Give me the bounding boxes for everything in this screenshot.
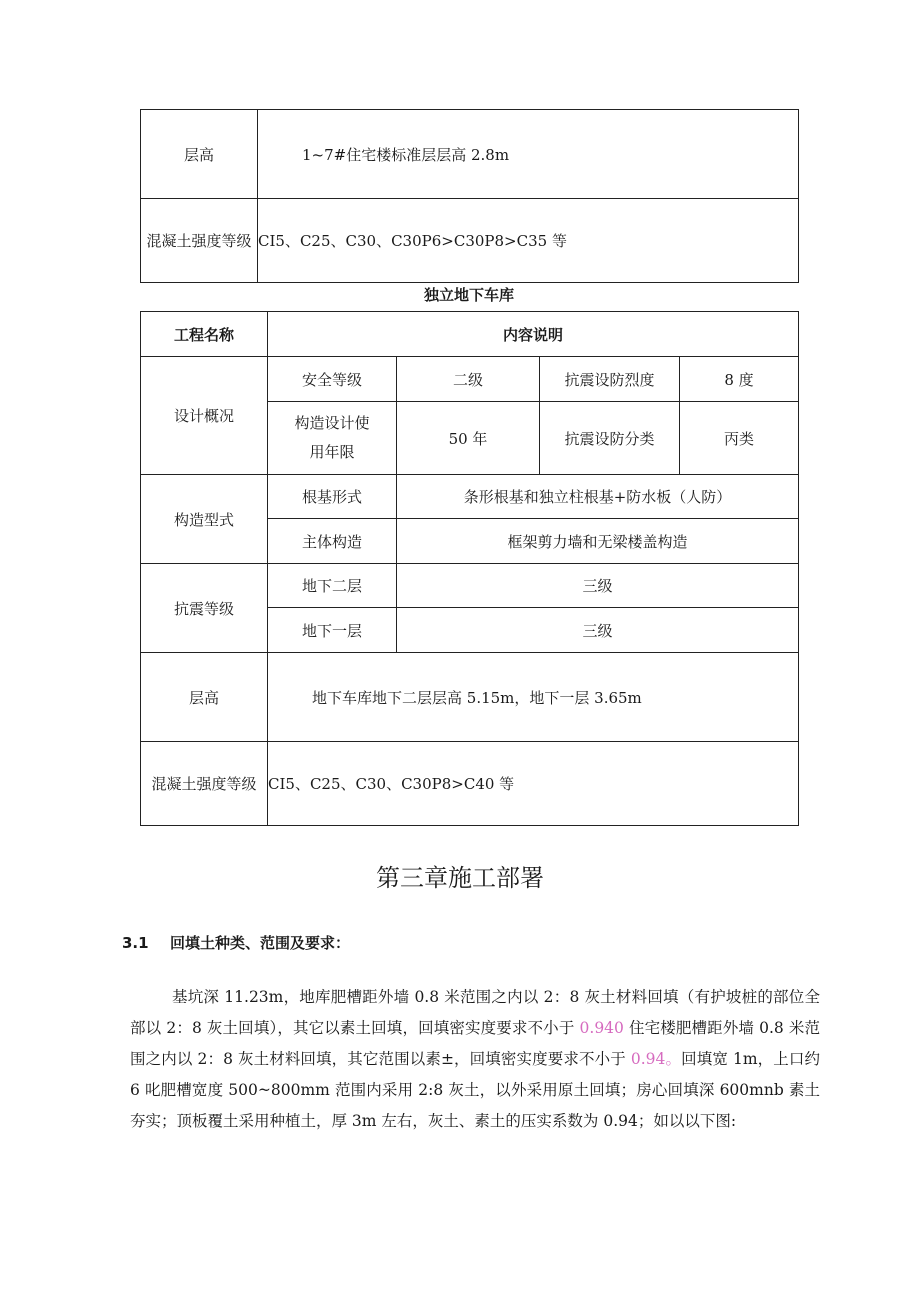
foundation-label: 根基形式	[268, 475, 397, 519]
paragraph-part-2: 住宅楼肥槽距外墙 0.8 米范围之内以 2：8 灰土材料回填，其它范围以素±，回填密实度要求不小于	[130, 1019, 820, 1068]
concrete-grade-value: CI5、C25、C30、C30P6>C30P8>C35 等	[258, 199, 799, 283]
paragraph-part-3: 回填宽 1m，上口约 6 叱肥槽宽度 500~800mm 范围内采用 2:8 灰土，以外采用原土回填；房心回填深 600mnb 素土夯实；顶板覆土采用种植土，厚 3m 左右，灰土、素土的压实系数为 0.94；如以以下图:	[130, 1050, 821, 1130]
building-info-table	[140, 109, 799, 283]
garage-floor-height-label: 层高	[141, 653, 268, 742]
b1-label: 地下一层	[268, 608, 397, 653]
garage-floor-height-value: 地下车库地下二层层高 5.15m，地下一层 3.65m	[268, 653, 799, 742]
design-overview-label: 设计概况	[141, 357, 268, 475]
seismic-grade-label: 抗震等级	[141, 564, 268, 653]
floor-height-label: 层高	[141, 110, 258, 199]
concrete-grade-label: 混凝土强度等级	[141, 199, 258, 283]
highlight-2: 0.94。	[630, 1050, 682, 1068]
main-structure-label: 主体构造	[268, 519, 397, 564]
service-life-value: 50 年	[397, 402, 540, 475]
chapter-title: 第三章施工部署	[376, 864, 544, 892]
main-structure-value: 框架剪力墙和无梁楼盖构造	[397, 519, 799, 564]
garage-info-table	[140, 311, 799, 826]
section-heading	[122, 932, 350, 953]
floor-height-value: 1~7#住宅楼标准层层高 2.8m	[258, 110, 799, 199]
section-title: 回填土种类、范围及要求：	[170, 934, 351, 952]
seismic-intensity-label: 抗震设防烈度	[540, 357, 680, 402]
header-project-name: 工程名称	[141, 312, 268, 357]
seismic-intensity-value: 8 度	[680, 357, 799, 402]
b2-label: 地下二层	[268, 564, 397, 608]
header-content: 内容说明	[268, 312, 799, 357]
b2-value: 三级	[397, 564, 799, 608]
seismic-category-label: 抗震设防分类	[540, 402, 680, 475]
garage-concrete-label: 混凝土强度等级	[141, 742, 268, 826]
service-life-label: 构造设计使用年限	[268, 402, 397, 475]
garage-concrete-value: CI5、C25、C30、C30P8>C40 等	[268, 742, 799, 826]
paragraph-part-1: 基坑深 11.23m，地库肥槽距外墙 0.8 米范围之内以 2：8 灰土材料回填（有护坡桩的部位全部以 2：8 灰土回填），其它以素土回填，回填密实度要求不小于	[130, 988, 820, 1037]
safety-level-value: 二级	[397, 357, 540, 402]
seismic-category-value: 丙类	[680, 402, 799, 475]
table-caption: 独立地下车库	[423, 286, 514, 304]
highlight-1: 0.940	[579, 1019, 624, 1037]
body-paragraph	[130, 982, 820, 1137]
safety-level-label: 安全等级	[268, 357, 397, 402]
b1-value: 三级	[397, 608, 799, 653]
section-number: 3.1	[122, 934, 149, 952]
structure-type-label: 构造型式	[141, 475, 268, 564]
foundation-value: 条形根基和独立柱根基+防水板（人防）	[397, 475, 799, 519]
